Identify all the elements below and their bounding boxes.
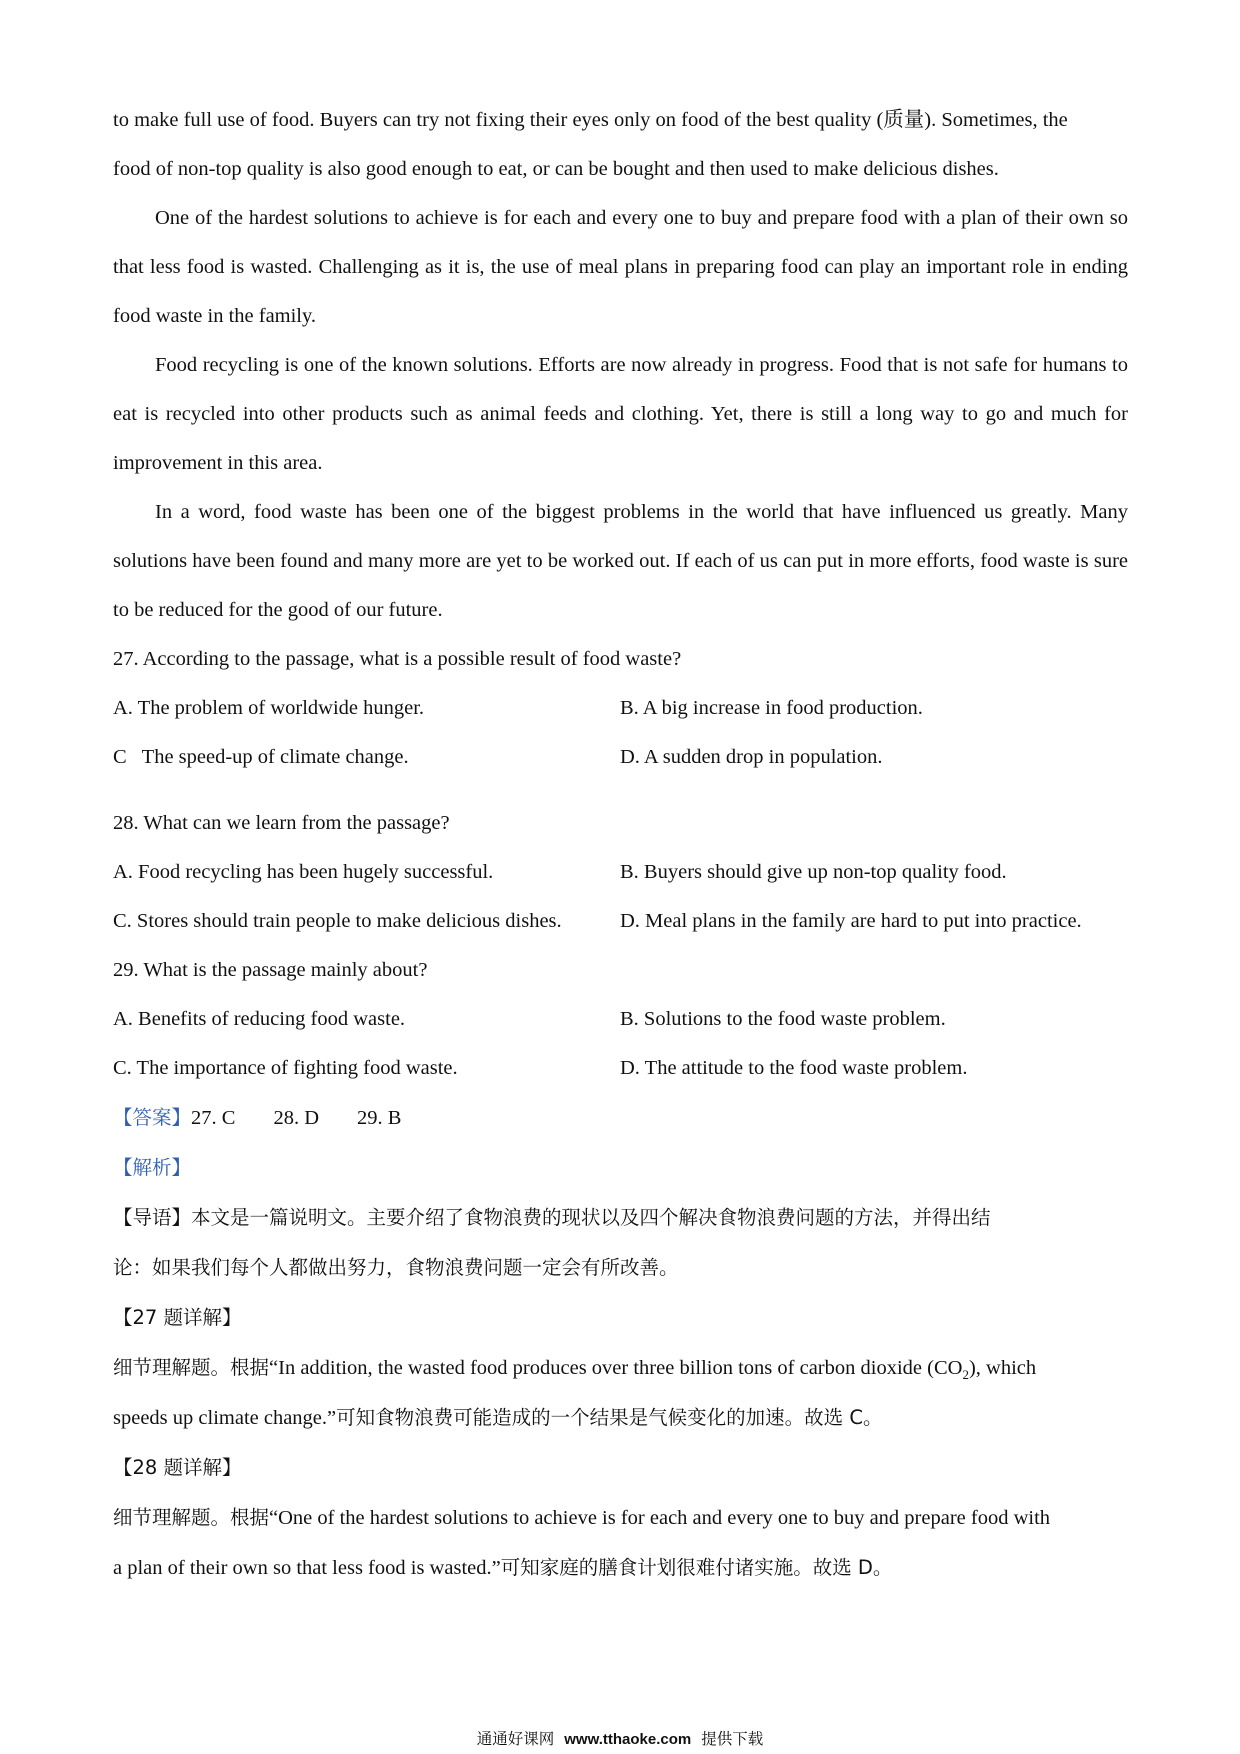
option-d: D. Meal plans in the family are hard to put into practice. — [620, 910, 1082, 932]
question-stem: 27. According to the passage, what is a possible result of food waste? — [113, 648, 682, 670]
analysis-tag: 【解析】 — [113, 1156, 192, 1179]
analysis-heading — [113, 1143, 1128, 1193]
option-c: C The speed-up of climate change. — [113, 746, 409, 768]
q27-quote-cont: speeds up climate change.” — [113, 1407, 337, 1429]
q28-quote: “One of the hardest solutions to achieve is for each and every one to buy and prepare food with — [269, 1507, 1051, 1529]
q27-quote-end: ), which — [968, 1357, 1037, 1379]
option-a: A. The problem of worldwide hunger. — [113, 697, 425, 719]
passage-paragraph: One of the hardest solutions to achieve is for each and every one to buy and prepare food with a plan of their own so that less food is wasted. Challenging as it is, the use of meal plans in preparing food can play an important role in ending food waste in the family. — [113, 207, 1128, 327]
passage-paragraph: In a word, food waste has been one of the biggest problems in the world that have influenced us greatly. Many solutions have been found and many more are yet to be worked out. If each of us can put in more efforts, food waste is sure to be reduced for the good of our future. — [113, 501, 1128, 621]
question-28 — [113, 799, 1128, 946]
page-footer — [0, 1728, 1240, 1751]
q28-detail-heading-text: 【28 题详解】 — [113, 1456, 242, 1479]
guide-text: 论：如果我们每个人都做出努力，食物浪费问题一定会有所改善。 — [113, 1256, 679, 1279]
footer-download: 提供下载 — [701, 1730, 764, 1748]
q27-subscript: 2 — [962, 1367, 969, 1383]
option-a: A. Food recycling has been hugely successful. — [113, 861, 494, 883]
q28-detail-heading — [113, 1443, 1128, 1493]
q27-prefix: 细节理解题。根据 — [113, 1356, 270, 1379]
question-29 — [113, 946, 1128, 1093]
option-c: C. The importance of fighting food waste. — [113, 1057, 458, 1079]
q27-detail-line — [113, 1343, 1128, 1393]
guide-line — [113, 1243, 1128, 1293]
option-d: D. The attitude to the food waste problem. — [620, 1057, 968, 1079]
option-grid — [113, 848, 1128, 946]
option-b: B. Buyers should give up non-top quality food. — [620, 861, 1007, 883]
passage-line: to make full use of food. Buyers can try not fixing their eyes only on food of the best quality (质量). Sometimes, the — [113, 109, 1068, 131]
q28-detail-line — [113, 1543, 1128, 1593]
footer-site-name: 通通好课网 — [476, 1730, 555, 1748]
option-grid — [113, 995, 1128, 1093]
answer-line — [113, 1093, 1128, 1143]
answer-28: 28. D — [273, 1107, 320, 1129]
option-c: C. Stores should train people to make delicious dishes. — [113, 910, 562, 932]
option-b: B. Solutions to the food waste problem. — [620, 1008, 946, 1030]
q27-detail-line — [113, 1393, 1128, 1443]
option-grid — [113, 684, 1128, 782]
q28-detail-line — [113, 1493, 1128, 1543]
answer-tag: 【答案】 — [113, 1106, 192, 1129]
option-d: D. A sudden drop in population. — [620, 746, 883, 768]
option-a: A. Benefits of reducing food waste. — [113, 1008, 406, 1030]
passage-paragraph: Food recycling is one of the known solutions. Efforts are now already in progress. Food that is not safe for humans to eat is recycled into other products such as animal feeds and clothing. Yet, there is still a long way to go and much for improvement in this area. — [113, 354, 1128, 474]
q27-quote: “In addition, the wasted food produces over three billion tons of carbon dioxide (CO — [269, 1357, 963, 1379]
passage-line: food of non-top quality is also good enough to eat, or can be bought and then used to make delicious dishes. — [113, 158, 999, 180]
footer-url: www.tthaoke.com — [564, 1731, 692, 1748]
document-page — [113, 96, 1128, 1593]
option-b: B. A big increase in food production. — [620, 697, 923, 719]
q27-conclusion: 可知食物浪费可能造成的一个结果是气候变化的加速。故选 C。 — [336, 1406, 883, 1429]
q28-conclusion: 可知家庭的膳食计划很难付诸实施。故选 D。 — [500, 1556, 893, 1579]
question-stem: 29. What is the passage mainly about? — [113, 959, 428, 981]
q28-prefix: 细节理解题。根据 — [113, 1506, 270, 1529]
guide-tag: 【导语】 — [113, 1206, 192, 1229]
q28-quote-cont: a plan of their own so that less food is wasted.” — [113, 1557, 501, 1579]
guide-line — [113, 1193, 1128, 1243]
q27-detail-heading-text: 【27 题详解】 — [113, 1306, 242, 1329]
q27-detail-heading — [113, 1293, 1128, 1343]
guide-text: 本文是一篇说明文。主要介绍了食物浪费的现状以及四个解决食物浪费问题的方法，并得出结 — [191, 1206, 991, 1229]
answer-27: 27. C — [191, 1107, 236, 1129]
answer-29: 29. B — [357, 1107, 402, 1129]
question-27 — [113, 635, 1128, 782]
question-stem: 28. What can we learn from the passage? — [113, 812, 450, 834]
